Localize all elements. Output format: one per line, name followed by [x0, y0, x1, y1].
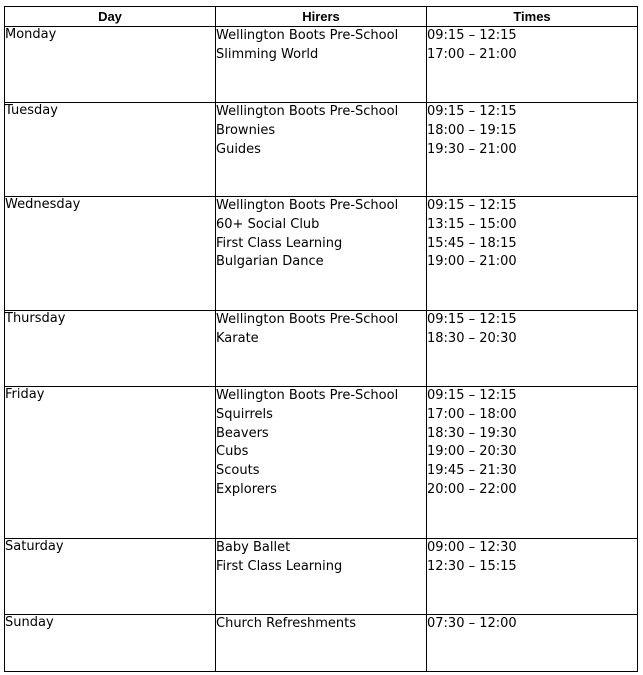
- time-slot: 12:30 – 15:15: [427, 558, 517, 574]
- time-slot: 18:00 – 19:15: [427, 122, 517, 138]
- hirers-cell: [216, 539, 427, 615]
- times-cell: [427, 197, 638, 311]
- hirer-name: Wellington Boots Pre-School: [216, 388, 399, 403]
- time-slot: 07:30 – 12:00: [427, 616, 517, 631]
- time-slot: 19:45 – 21:30: [427, 463, 517, 479]
- times-cell: [427, 539, 638, 615]
- hirer-name: Wellington Boots Pre-School: [216, 28, 399, 43]
- hirer-name: Slimming World: [216, 46, 319, 62]
- hirers-cell: [216, 197, 427, 311]
- hirer-name: Bulgarian Dance: [216, 254, 324, 270]
- hirers-cell: [216, 27, 427, 103]
- day-cell: Sunday: [5, 615, 216, 672]
- hirers-cell: [216, 103, 427, 197]
- time-slot: 09:15 – 12:15: [427, 388, 517, 403]
- time-slot: 19:30 – 21:00: [427, 141, 517, 157]
- time-slot: 20:00 – 22:00: [427, 481, 517, 497]
- time-slot: 09:15 – 12:15: [427, 104, 517, 119]
- hirers-column-header: Hirers: [216, 7, 427, 27]
- day-cell: Friday: [5, 387, 216, 539]
- time-slot: 17:00 – 21:00: [427, 46, 517, 62]
- header-row: [5, 7, 638, 27]
- hirer-name: Baby Ballet: [216, 540, 291, 555]
- hirer-name: Wellington Boots Pre-School: [216, 312, 399, 327]
- table-row: [5, 387, 638, 539]
- hirers-cell: [216, 615, 427, 672]
- hirer-name: Cubs: [216, 444, 249, 460]
- hirers-cell: [216, 311, 427, 387]
- hirer-name: First Class Learning: [216, 235, 343, 251]
- day-cell: Tuesday: [5, 103, 216, 197]
- table-row: [5, 27, 638, 103]
- time-slot: 18:30 – 19:30: [427, 425, 517, 441]
- time-slot: 18:30 – 20:30: [427, 330, 517, 346]
- hirer-name: Church Refreshments: [216, 616, 356, 631]
- times-cell: [427, 103, 638, 197]
- day-cell: Saturday: [5, 539, 216, 615]
- time-slot: 19:00 – 21:00: [427, 254, 517, 270]
- hirer-name: Guides: [216, 141, 261, 157]
- times-cell: [427, 27, 638, 103]
- day-cell: Thursday: [5, 311, 216, 387]
- day-cell: Wednesday: [5, 197, 216, 311]
- hirers-cell: [216, 387, 427, 539]
- day-column-header: Day: [5, 7, 216, 27]
- time-slot: 15:45 – 18:15: [427, 235, 517, 251]
- hirer-name: Scouts: [216, 463, 260, 479]
- times-cell: [427, 311, 638, 387]
- table-row: [5, 103, 638, 197]
- hirer-name: Squirrels: [216, 406, 273, 422]
- times-column-header: Times: [427, 7, 638, 27]
- hirer-name: Explorers: [216, 481, 277, 497]
- table-row: [5, 615, 638, 672]
- times-cell: [427, 615, 638, 672]
- hirer-name: Wellington Boots Pre-School: [216, 198, 399, 213]
- times-cell: [427, 387, 638, 539]
- time-slot: 19:00 – 20:30: [427, 444, 517, 460]
- hirer-name: Karate: [216, 330, 259, 346]
- hall-bookings-table: [4, 6, 638, 672]
- table-header: [5, 7, 638, 27]
- time-slot: 13:15 – 15:00: [427, 216, 517, 232]
- hirer-name: Brownies: [216, 122, 276, 138]
- time-slot: 09:15 – 12:15: [427, 198, 517, 213]
- day-cell: Monday: [5, 27, 216, 103]
- hirer-name: Beavers: [216, 425, 269, 441]
- table-body: [5, 27, 638, 672]
- table-row: [5, 539, 638, 615]
- table-row: [5, 311, 638, 387]
- time-slot: 09:00 – 12:30: [427, 540, 517, 555]
- time-slot: 17:00 – 18:00: [427, 406, 517, 422]
- hirer-name: Wellington Boots Pre-School: [216, 104, 399, 119]
- hirer-name: First Class Learning: [216, 558, 343, 574]
- time-slot: 09:15 – 12:15: [427, 28, 517, 43]
- table-row: [5, 197, 638, 311]
- hirer-name: 60+ Social Club: [216, 216, 320, 232]
- time-slot: 09:15 – 12:15: [427, 312, 517, 327]
